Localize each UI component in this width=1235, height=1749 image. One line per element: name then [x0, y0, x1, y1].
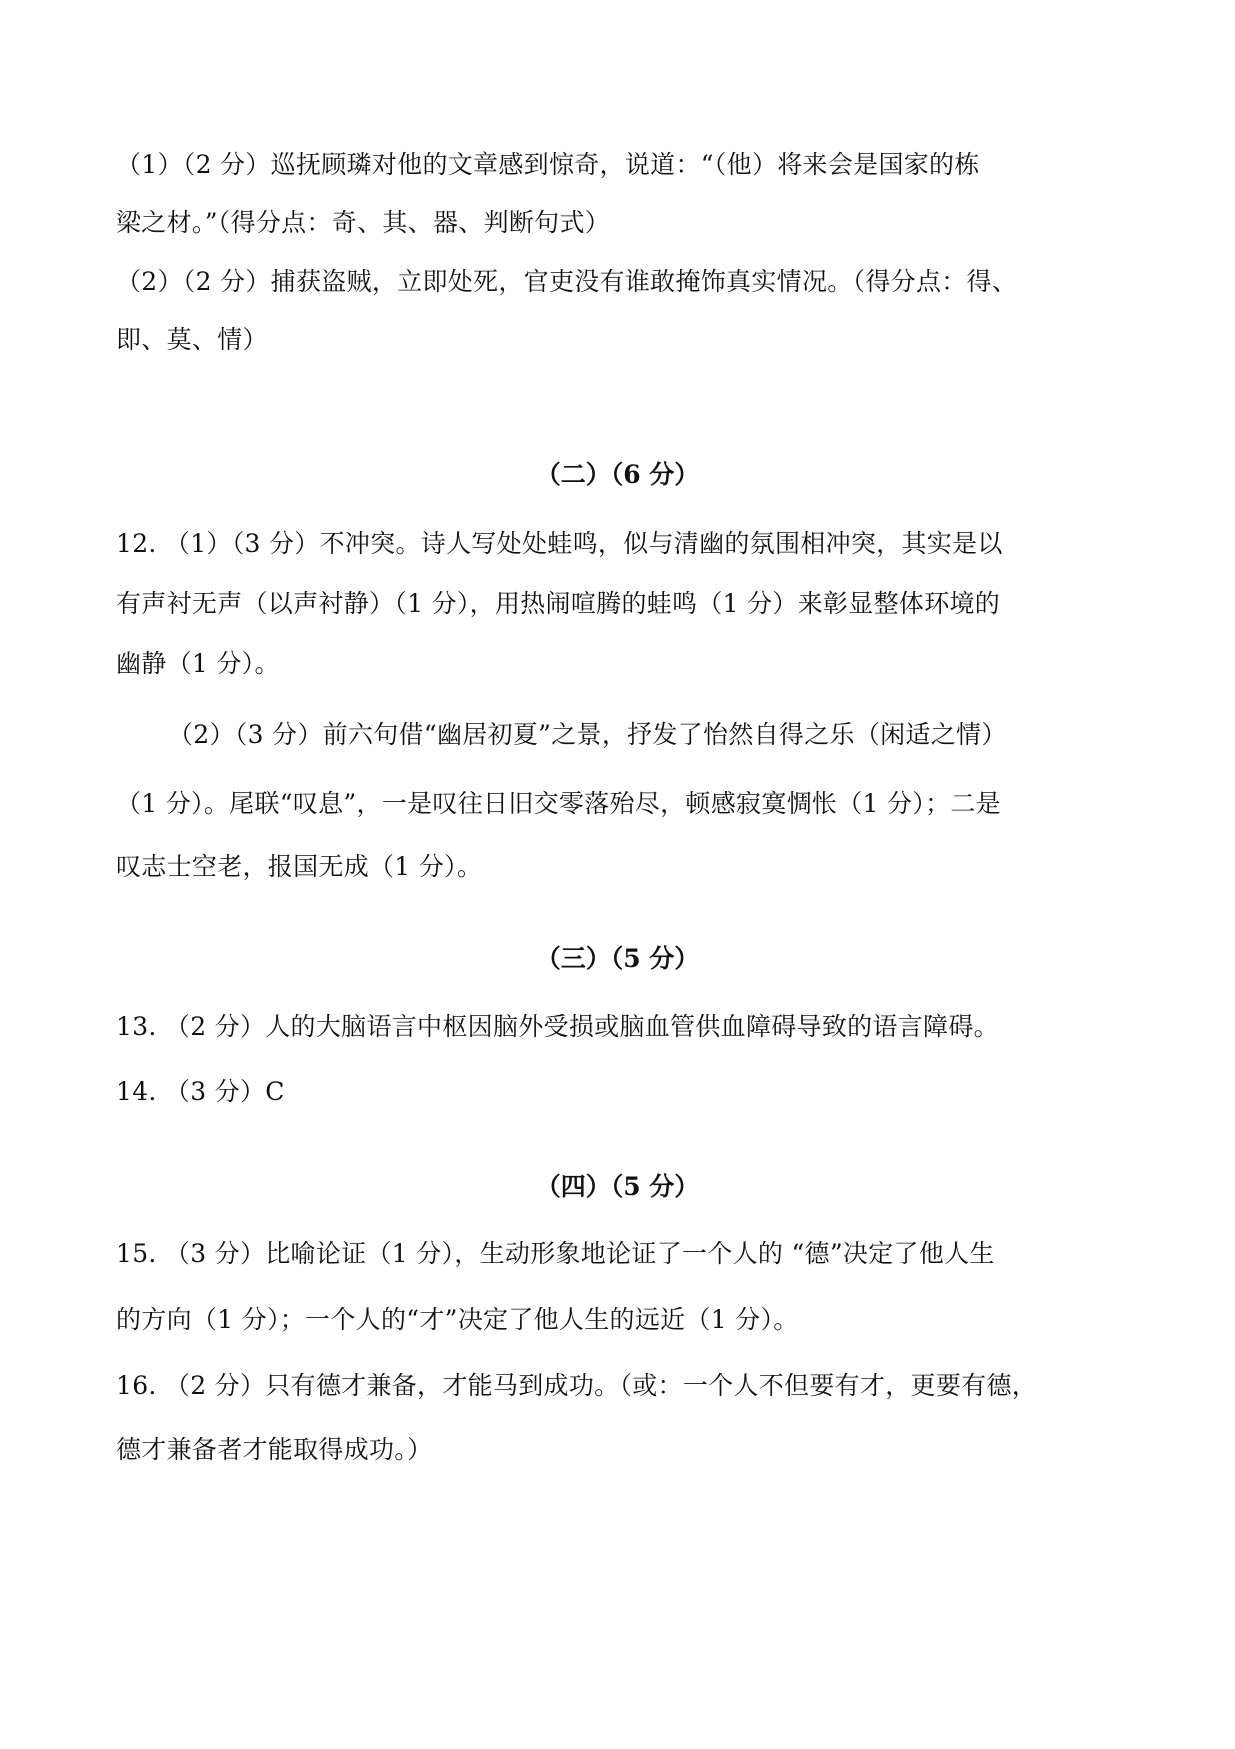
answer-line: 16. （2 分）只有德才兼备，才能马到成功。（或：一个人不但要有才，更要有德， — [116, 1371, 1038, 1400]
answer-line: 幽静（1 分）。 — [116, 649, 280, 678]
answer-line: （1）（2 分）巡抚顾璘对他的文章感到惊奇，说道：“（他）将来会是国家的栋 — [116, 150, 980, 179]
answer-line: 12. （1）（3 分）不冲突。诗人写处处蛙鸣，似与清幽的氛围相冲突，其实是以 — [116, 529, 1003, 558]
answer-line: 13. （2 分）人的大脑语言中枢因脑外受损或脑血管供血障碍导致的语言障碍。 — [116, 1012, 999, 1041]
answer-line: （1 分）。尾联“叹息”，一是叹往日旧交零落殆尽，顿感寂寞惆怅（1 分）；二是 — [116, 789, 1001, 818]
answer-line: （2）（3 分）前六句借“幽居初夏”之景，抒发了怡然自得之乐（闲适之情） — [168, 720, 1007, 749]
answer-line: 14. （3 分）C — [116, 1077, 285, 1106]
answer-line: 的方向（1 分）；一个人的“才”决定了他人生的远近（1 分）。 — [116, 1305, 799, 1334]
section-heading-3: （三）（5 分） — [535, 944, 700, 973]
answer-line: 德才兼备者才能取得成功。） — [116, 1435, 433, 1464]
section-heading-4: （四）（5 分） — [535, 1172, 700, 1201]
answer-line: 有声衬无声（以声衬静）（1 分），用热闹喧腾的蛙鸣（1 分）来彰显整体环境的 — [116, 589, 1001, 618]
answer-line: 15. （3 分）比喻论证（1 分），生动形象地论证了一个人的 “德”决定了他人生 — [116, 1239, 995, 1268]
answer-line: 即、莫、情） — [116, 325, 268, 354]
answer-line: （2）（2 分）捕获盗贼，立即处死，官吏没有谁敢掩饰真实情况。（得分点：得、 — [116, 267, 1018, 296]
section-heading-2: （二）（6 分） — [535, 460, 700, 489]
answer-line: 梁之材。”（得分点：奇、其、器、判断句式） — [116, 208, 611, 237]
answer-line: 叹志士空老，报国无成（1 分）。 — [116, 852, 483, 881]
